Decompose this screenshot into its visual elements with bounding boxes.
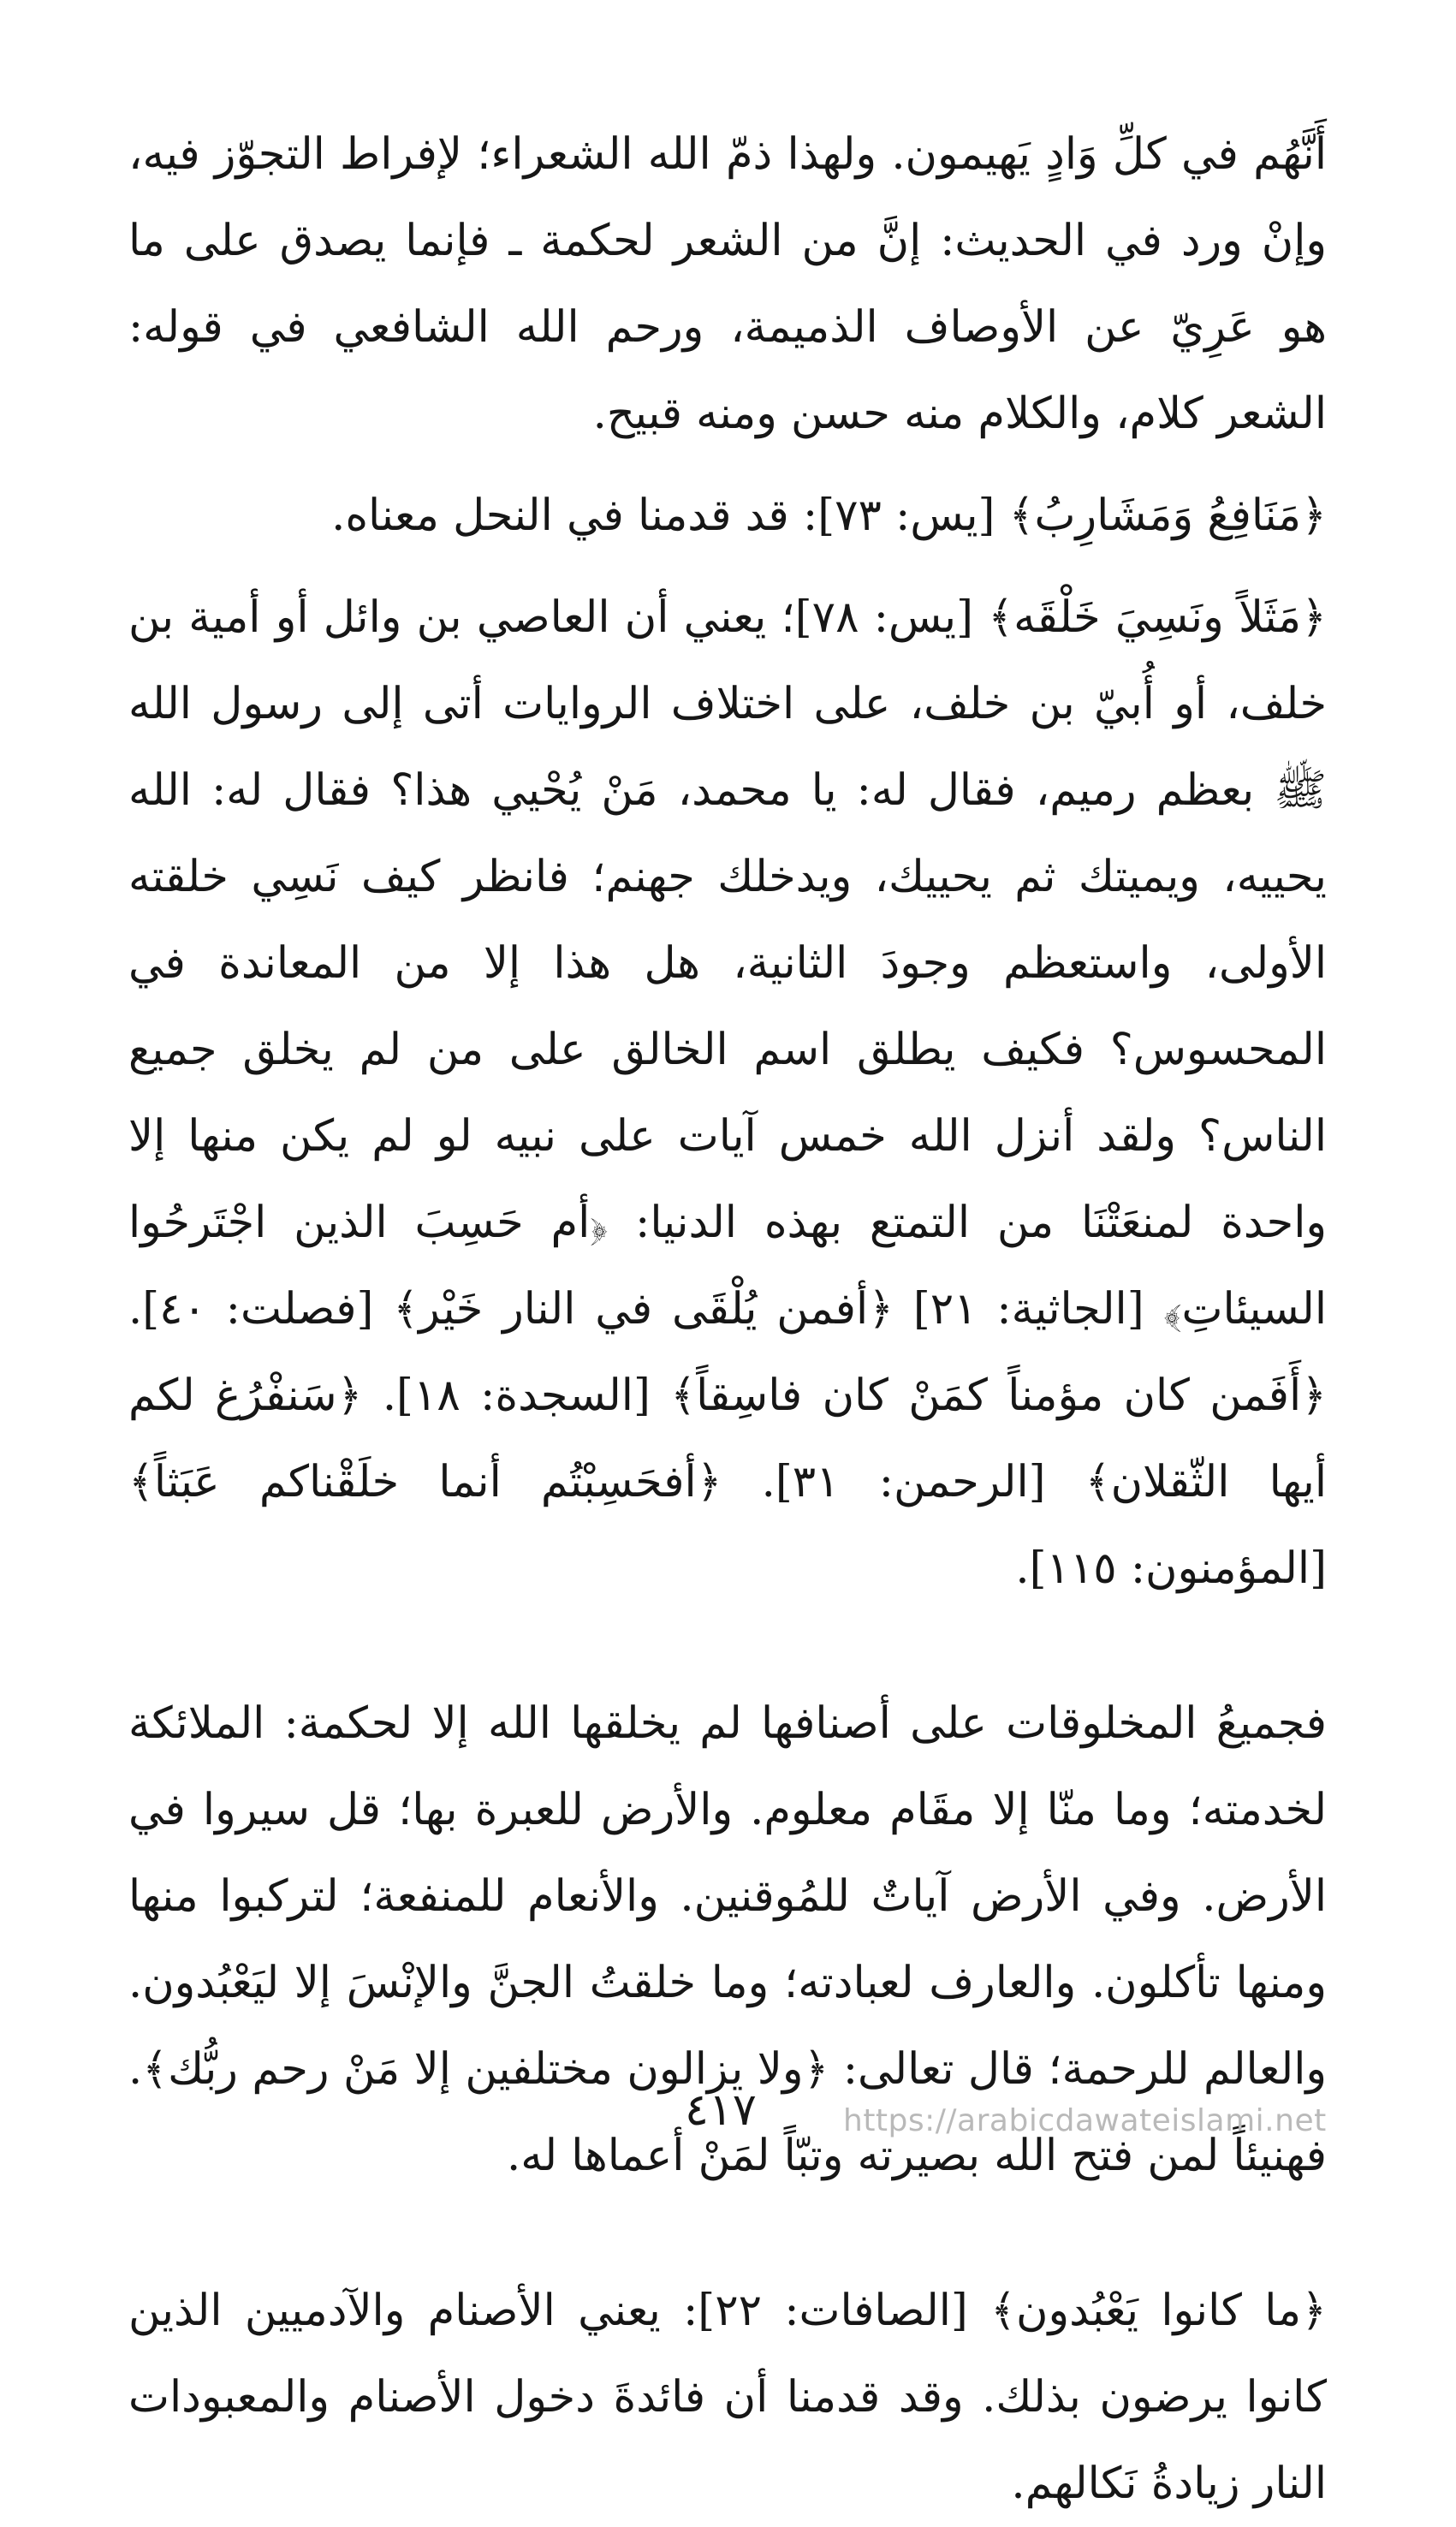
paragraph-2: ﴿مَنَافِعُ وَمَشَارِبُ﴾ [يس: ٧٣]: قد قدمنا في النحل معناه.	[331, 491, 1327, 541]
watermark-url: https://arabicdawateislami.net	[843, 2103, 1327, 2138]
paragraph-1: أَنَّهُم في كلِّ وَادٍ يَهيمون. ولهذا ذمّ الله الشعراء؛ لإفراط التجوّز فيه، وإنْ ورد في الحديث: إنَّ من الشعر لحكمة ـ فإنما يصدق على ما هو عَرِيّ عن الأوصاف الذميمة، ورحم الله الشافعي في قوله: الشعر كلام، والكلام منه حسن ومنه قبيح.	[128, 129, 1327, 439]
spacer	[128, 559, 1327, 574]
page-body	[128, 111, 1327, 2527]
page-footer	[0, 2084, 1456, 2153]
paragraph-4: فجميعُ المخلوقات على أصنافها لم يخلقها الله إلا لحكمة: الملائكة لخدمته؛ وما منّا إلا مقَام معلوم. والأرض للعبرة بها؛ قل سيروا في الأرض. وفي الأرض آياتٌ للمُوقنين. والأنعام للمنفعة؛ لتركبوا منها ومنها تأكلون. والعارف لعبادته؛ وما خلقتُ الجنَّ والإنْسَ إلا ليَعْبُدون. والعالم للرحمة؛ قال تعالى: ﴿ولا يزالون مختلفين إلا مَنْ رحم ربُّك﴾. فهنيئاً لمن فتح الله بصيرته وتبّاً لمَنْ أعماها له.	[128, 1698, 1327, 2181]
spacer	[128, 457, 1327, 473]
spacer	[128, 1612, 1327, 1680]
paragraph-3: ﴿مَثَلاً ونَسِيَ خَلْقَه﴾ [يس: ٧٨]؛ يعني أن العاصي بن وائل أو أمية بن خلف، أو أُبيّ بن خلف، على اختلاف الروايات أتى إلى رسول الله ﷺ بعظم رميم، فقال له: يا محمد، مَنْ يُحْيي هذا؟ فقال له: الله يحييه، ويميتك ثم يحييك، ويدخلك جهنم؛ فانظر كيف نَسِي خلقته الأولى، واستعظم وجودَ الثانية، هل هذا إلا من المعاندة في المحسوس؟ فكيف يطلق اسم الخالق على من لم يخلق جميع الناس؟ ولقد أنزل الله خمس آيات على نبيه لو لم يكن منها إلا واحدة لمنعَتْنَا من التمتع بهذه الدنيا: ﴿أم حَسِبَ الذين اجْتَرحُوا السيئاتِ﴾ [الجاثية: ٢١] ﴿أفمن يُلْقَى في النار خَيْر﴾ [فصلت: ٤٠]. ﴿أَفَمن كان مؤمناً كمَنْ كان فاسِقاً﴾ [السجدة: ١٨]. ﴿سَنفْرُغ لكم أيها الثّقلان﴾ [الرحمن: ٣١]. ﴿أفحَسِبْتُم أنما خلَقْناكم عَبَثاً﴾ [المؤمنون: ١١٥].	[128, 592, 1328, 1594]
spacer	[128, 2199, 1327, 2268]
page-number: ٤١٧	[685, 2084, 757, 2136]
paragraph-5: ﴿ما كانوا يَعْبُدون﴾ [الصافات: ٢٢]: يعني الأصنام والآدميين الذين كانوا يرضون بذلك. وقد قدمنا أن فائدةَ دخول الأصنام والمعبودات النار زيادةُ نَكالهم.	[128, 2286, 1327, 2509]
